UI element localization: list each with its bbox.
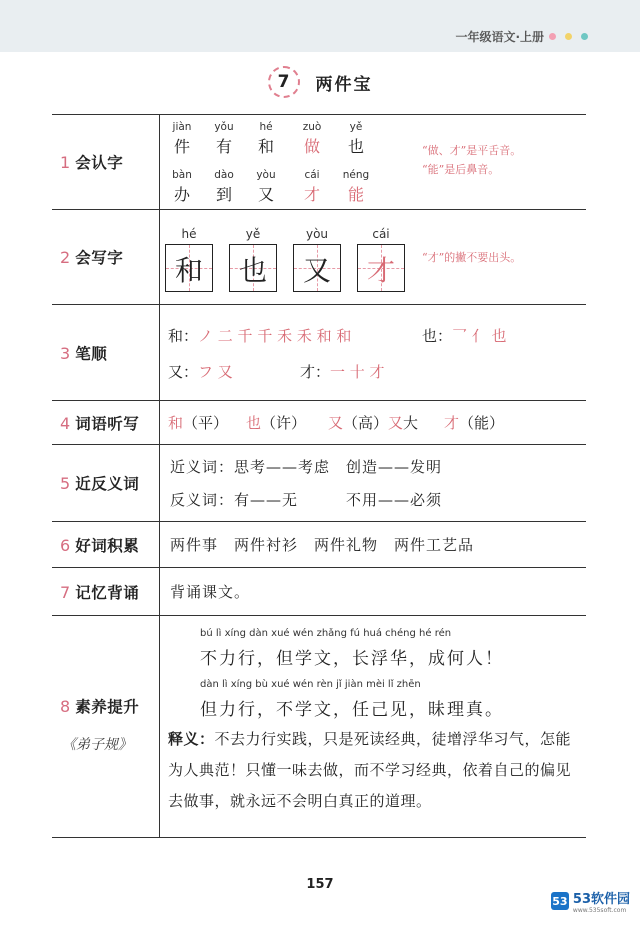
- writing-grid-item: cái 才: [356, 227, 406, 292]
- row-dictation: [52, 401, 586, 445]
- row-title: 近反义词: [75, 475, 140, 493]
- good-words-text: 两件事 两件衬衫 两件礼物 两件工艺品: [170, 536, 475, 554]
- row-title: 会认字: [75, 154, 124, 172]
- stroke-line-he: 和：ノ 二 千 千 禾 禾 和 和: [168, 327, 352, 345]
- dictation-body: [160, 401, 586, 444]
- row-label: [52, 568, 160, 615]
- poem-line: 不力行，但学文，长浮华，成何人！: [200, 649, 504, 669]
- row-label: [52, 210, 160, 304]
- row-number: 2: [60, 248, 71, 267]
- dictation-item: 才（能）: [444, 414, 505, 432]
- page-number: 157: [306, 877, 334, 892]
- char-item: yòu 又: [256, 169, 276, 204]
- watermark: [551, 888, 630, 914]
- row-label: [52, 445, 160, 521]
- decor-dots: [549, 33, 588, 40]
- row-title: 笔顺: [75, 344, 108, 363]
- row-title: 词语听写: [75, 414, 140, 433]
- watermark-name: 53软件园: [572, 892, 630, 907]
- study-table: [52, 114, 586, 838]
- row-number: 7: [60, 582, 71, 602]
- char-item-highlight: zuò 做: [302, 121, 322, 156]
- row-number: 8: [60, 697, 71, 716]
- dot-teal: [581, 33, 588, 40]
- poem-line: 但力行，不学文，任己见，昧理真。: [200, 700, 504, 720]
- watermark-url: www.535soft.com: [572, 907, 627, 914]
- tian-grid: 也: [229, 244, 277, 292]
- synonym-line: 近义词：思考——考虑 创造——发明: [170, 458, 443, 476]
- row-label: [52, 401, 160, 444]
- explanation: [168, 724, 578, 817]
- literacy-body: [160, 616, 586, 837]
- tian-grid: 才: [357, 244, 405, 292]
- row-literacy: [52, 616, 586, 838]
- recognize-body: [160, 115, 586, 209]
- top-band: [0, 0, 640, 52]
- synonyms-body: [160, 445, 586, 521]
- row-number: 5: [60, 474, 71, 493]
- dictation-item: 也（许）: [246, 414, 307, 432]
- row-number: 1: [60, 153, 71, 172]
- tip-note: “能”是后鼻音。: [422, 163, 500, 176]
- char-item-highlight: cái 才: [303, 169, 320, 204]
- char-item: yǒu 有: [214, 121, 234, 156]
- row-number: 4: [60, 413, 71, 433]
- row-write: [52, 210, 586, 305]
- antonym-line: 反义词：有——无 不用——必须: [170, 491, 443, 509]
- stroke-line-you: 又：フ 又: [168, 363, 233, 381]
- lesson-header: [0, 64, 640, 100]
- dot-pink: [549, 33, 556, 40]
- char-item-highlight: néng 能: [342, 169, 370, 204]
- row-stroke-order: [52, 305, 586, 401]
- writing-grid-item: yòu 又: [292, 227, 342, 292]
- row-label: [52, 115, 160, 209]
- series-label: 一年级语文·上册: [455, 30, 544, 44]
- stroke-body: [160, 305, 586, 400]
- row-label: [52, 616, 160, 837]
- tip-note: “做、才”是平舌音。: [422, 144, 522, 157]
- char-item: yě 也: [347, 121, 364, 156]
- row-title: 好词积累: [75, 536, 140, 555]
- recite-body: [160, 568, 586, 615]
- tian-grid: 和: [165, 244, 213, 292]
- stroke-line-cai: 才：一 十 才: [300, 363, 385, 381]
- write-body: [160, 210, 586, 304]
- row-good-words: [52, 522, 586, 568]
- writing-grid-item: yě 也: [228, 227, 278, 292]
- row-recognize: [52, 115, 586, 210]
- row-recite: [52, 568, 586, 616]
- char-item: dào 到: [214, 169, 234, 204]
- row-number: 6: [60, 535, 71, 555]
- row-number: 3: [60, 343, 71, 363]
- good-words-body: [160, 522, 586, 567]
- row-title: 记忆背诵: [75, 583, 140, 602]
- row-label: [52, 305, 160, 400]
- row-title: 素养提升: [75, 698, 140, 716]
- source-title: 《弟子规》: [62, 737, 132, 753]
- poem-pinyin: bú lì xíng dàn xué wén zhǎng fú huá chéng hé rén: [200, 628, 452, 639]
- stroke-line-ye: 也：乛 ⺅ 也: [422, 327, 507, 345]
- watermark-logo-icon: 53: [551, 892, 569, 910]
- row-label: [52, 522, 160, 567]
- dictation-item: 又（高）又大: [328, 414, 419, 432]
- poem-pinyin: dàn lì xíng bù xué wén rèn jǐ jiàn mèi lǐ zhēn: [200, 679, 421, 690]
- char-item: jiàn 件: [172, 121, 192, 156]
- lesson-number: 7: [268, 66, 300, 98]
- char-item: bàn 办: [172, 169, 192, 204]
- lesson-title: 两件宝: [315, 74, 373, 95]
- row-title: 会写字: [75, 249, 124, 267]
- tip-note: “才”的撇不要出头。: [422, 251, 522, 264]
- recite-text: 背诵课文。: [170, 583, 251, 601]
- row-synonyms: [52, 445, 586, 522]
- char-item: hé 和: [257, 121, 274, 156]
- dot-yellow: [565, 33, 572, 40]
- dictation-item: 和（平）: [168, 414, 229, 432]
- writing-grid-item: hé 和: [164, 227, 214, 292]
- explain-text: 不去力行实践，只是死读经典，徒增浮华习气，怎能为人典范！只懂一味去做，而不学习经典，依着自己的偏见去做事，就永远不会明白真正的道理。: [168, 730, 572, 810]
- explain-label: 释义：: [168, 730, 215, 748]
- tian-grid: 又: [293, 244, 341, 292]
